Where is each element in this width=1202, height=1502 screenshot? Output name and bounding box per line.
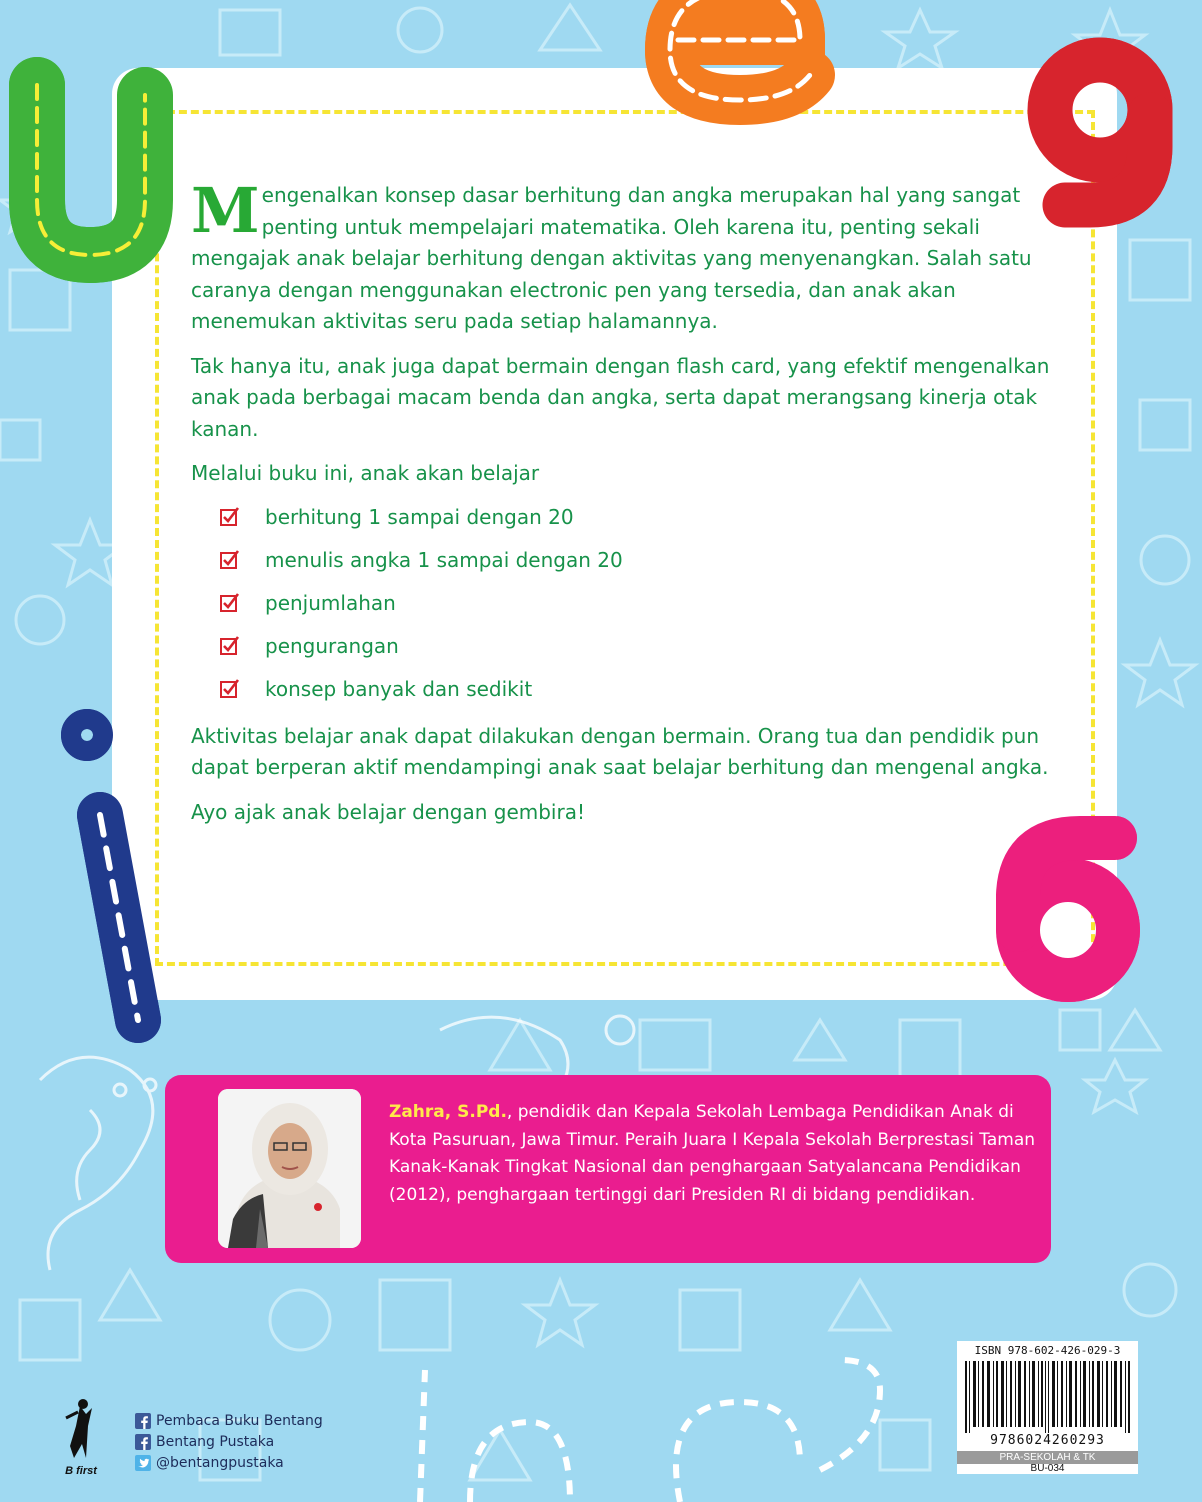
publisher-logo-text: B first [65,1465,97,1477]
play-paragraph: Aktivitas belajar anak dapat dilakukan dengan bermain. Orang tua dan pendidik pun dapat berperan aktif mendampingi anak saat belajar berhitung dan mengenal angka. [191,723,1049,779]
checklist-item: konsep banyak dan sedikit [219,668,1071,711]
checklist-item: pengurangan [219,625,1071,668]
social-link-facebook-publisher[interactable]: Bentang Pustaka [135,1431,323,1452]
checklist-item: menulis angka 1 sampai dengan 20 [219,539,1071,582]
author-box [165,1075,1051,1263]
twitter-icon [135,1455,151,1471]
social-links [135,1410,323,1473]
author-bio: Zahra, S.Pd., pendidik dan Kepala Sekolah Lembaga Pendidikan Anak di Kota Pasuruan, Jawa Timur. Peraih Juara I Kepala Sekolah Berprestasi Taman Kanak-Kanak Tingkat Nasional dan penghargaan Satyalancana Pendidikan (2012), penghargaan tertinggi dari Presiden RI di bidang pendidikan. [389,1102,1036,1205]
book-code: BU-034 [1030,1463,1065,1474]
description-text [191,174,1071,841]
facebook-icon [135,1413,151,1429]
checkbox-checked-icon [219,592,241,614]
checkbox-checked-icon [219,549,241,571]
barcode-icon [963,1361,1132,1433]
author-photo [218,1089,361,1248]
flash-card-paragraph: Tak hanya itu, anak juga dapat bermain dengan flash card, yang efektif mengenalkan anak pada berbagai macam benda dan angka, serta dapat merangsang kinerja otak kanan. [191,353,1050,441]
facebook-icon [135,1434,151,1450]
author-portrait-icon [218,1089,361,1248]
learning-checklist [219,496,1071,711]
list-intro: Melalui buku ini, anak akan belajar [191,461,540,485]
checklist-item: penjumlahan [219,582,1071,625]
barcode-number: 9786024260293 [990,1433,1105,1448]
social-link-twitter[interactable]: @bentangpustaka [135,1452,323,1473]
category-label: PRA-SEKOLAH & TK [957,1451,1138,1464]
checklist-item: berhitung 1 sampai dengan 20 [219,496,1071,539]
author-name: Zahra, S.Pd. [389,1102,507,1122]
social-link-facebook-reader[interactable]: Pembaca Buku Bentang [135,1410,323,1431]
checkbox-checked-icon [219,506,241,528]
closing-line: Ayo ajak anak belajar dengan gembira! [191,799,585,824]
drop-cap: M [191,174,260,247]
publisher-logo-icon [52,1396,110,1478]
barcode-label [957,1341,1138,1474]
isbn-text: ISBN 978-602-426-029-3 [974,1344,1121,1357]
checkbox-checked-icon [219,635,241,657]
checkbox-checked-icon [219,678,241,700]
intro-paragraph: Mengenalkan konsep dasar berhitung dan angka merupakan hal yang sangat penting untuk mempelajari matematika. Oleh karena itu, penting sekali mengajak anak belajar berhitung dengan aktivitas yang menyenangkan. Salah satu caranya dengan menggunakan electronic pen yang tersedia, dan anak akan menemukan aktivitas seru pada setiap halamannya. [191,174,1032,333]
